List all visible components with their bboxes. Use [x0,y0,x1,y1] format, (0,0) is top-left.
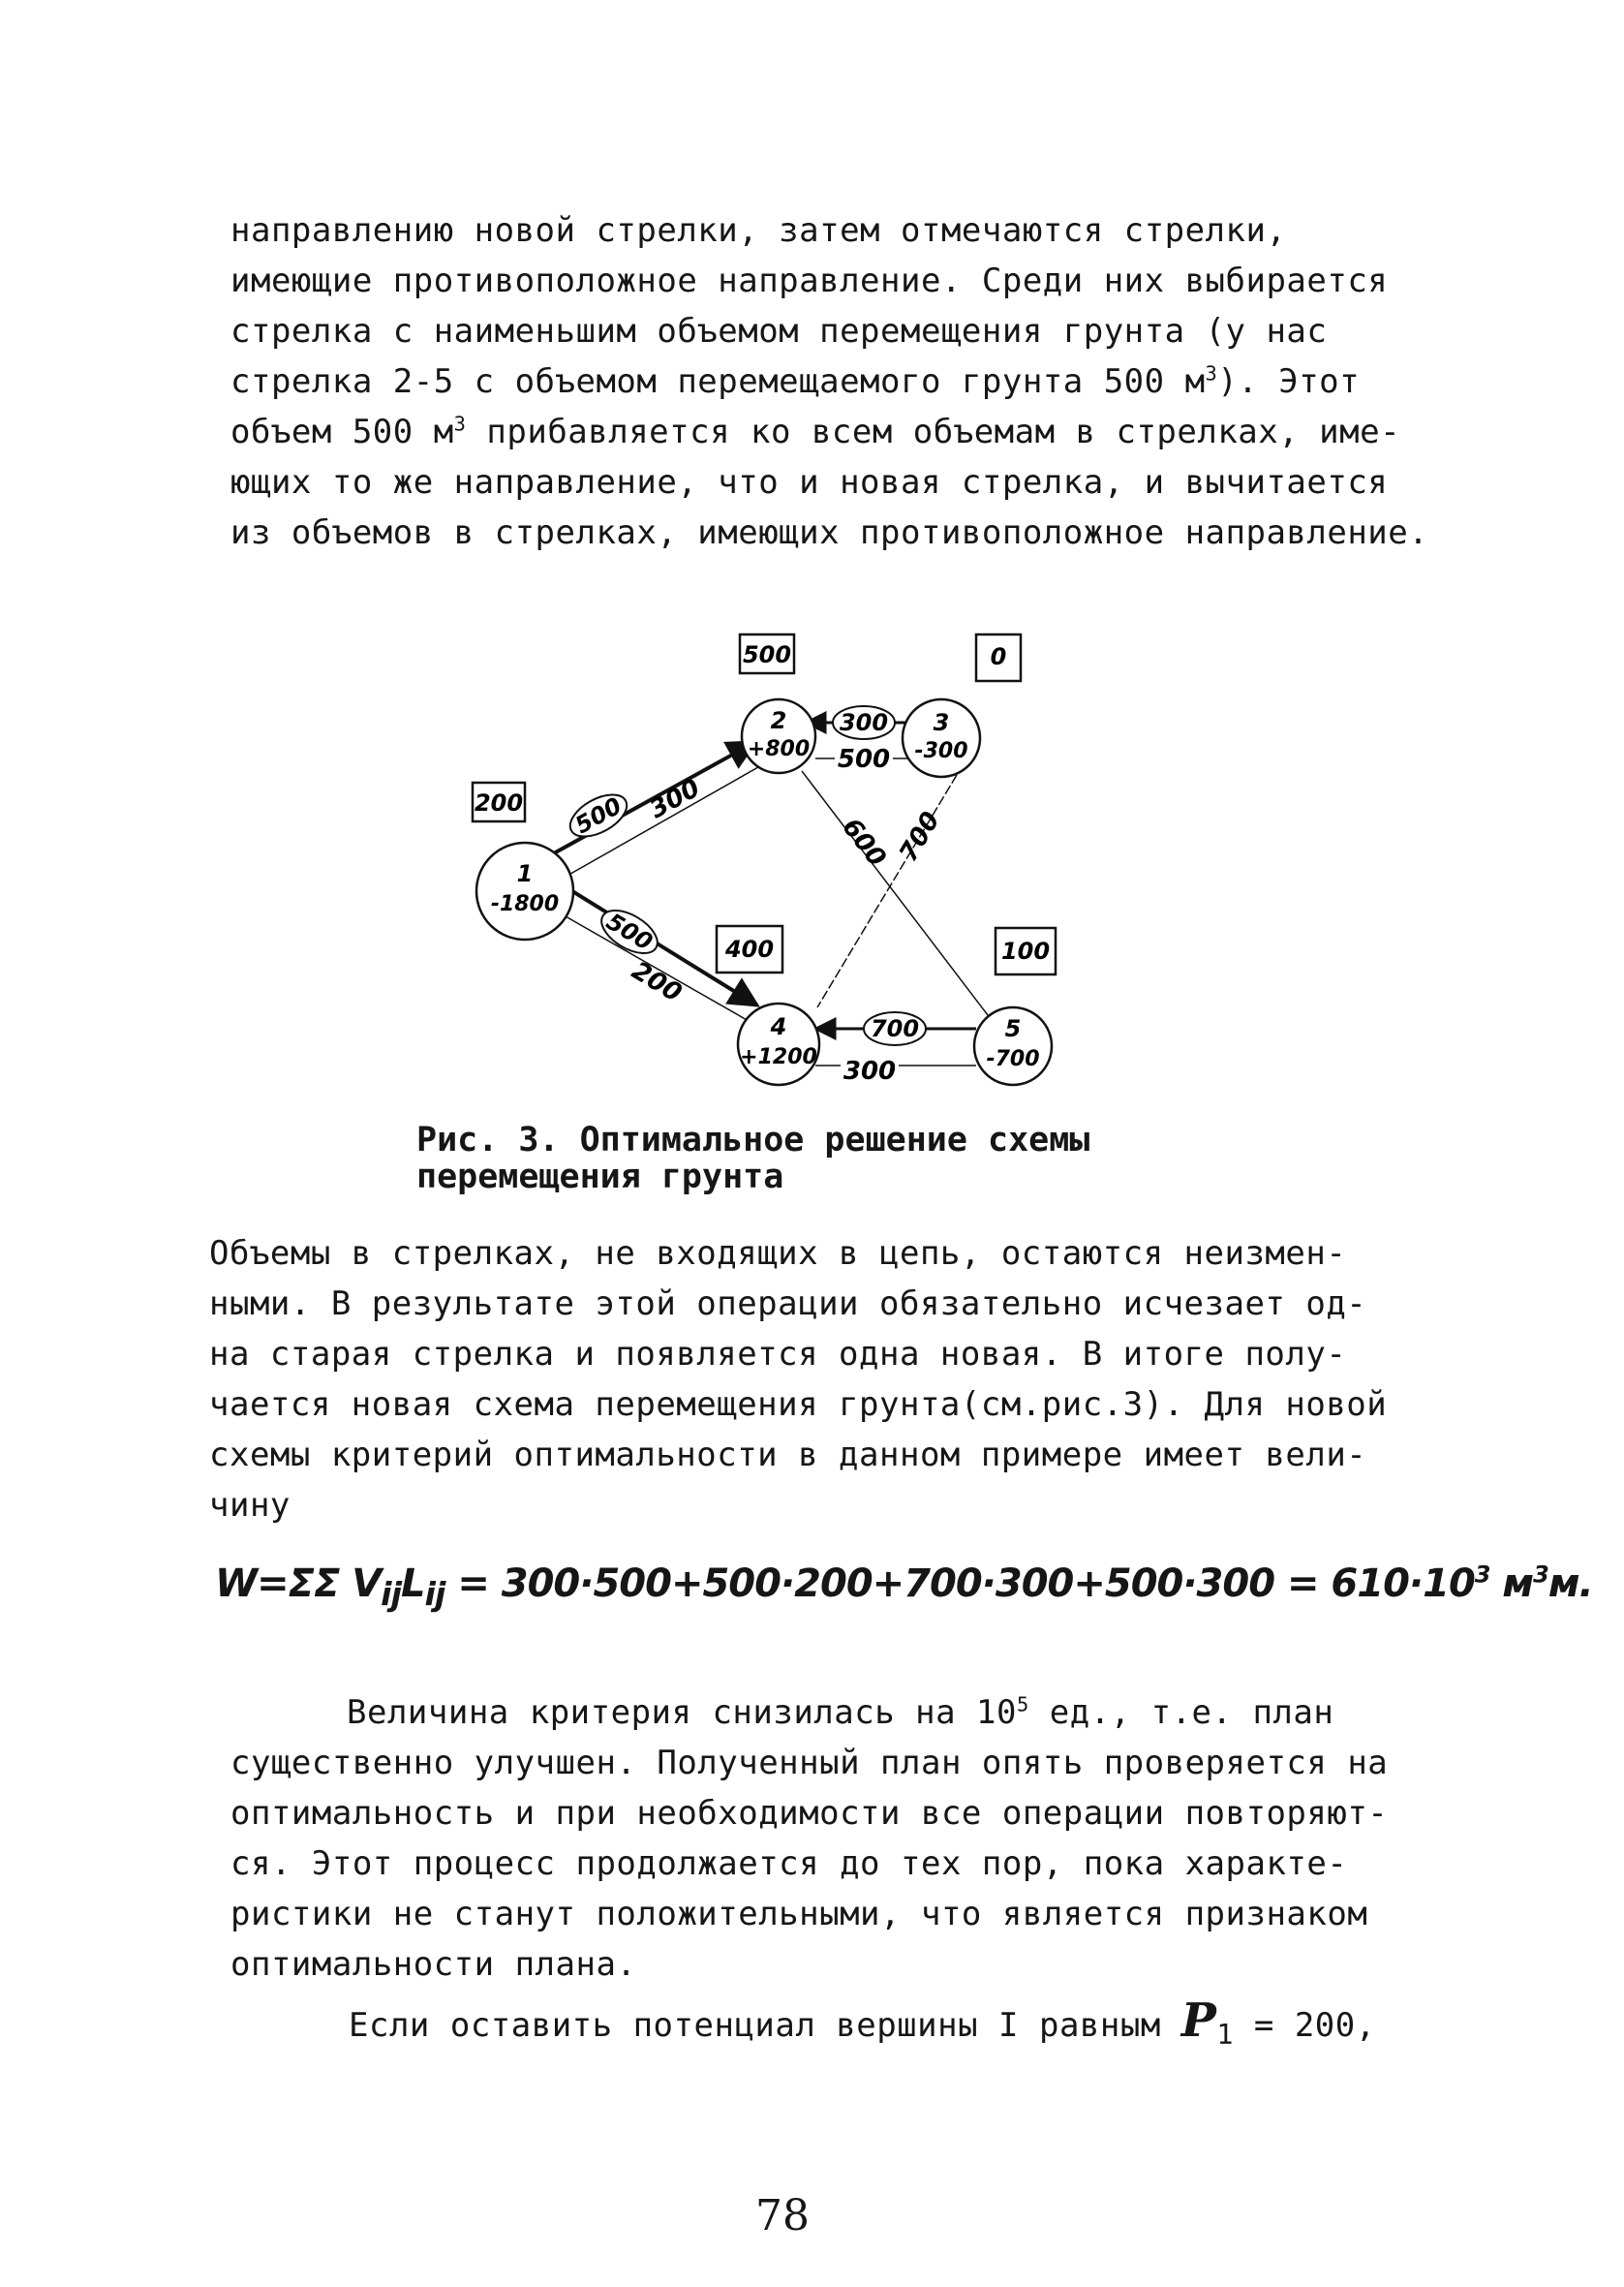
potential-value-node-1: 200 [474,789,524,817]
text-line: имеющие противоположное направление. Среди них выбирается [230,262,1389,300]
potential-value-node-2: 500 [742,641,792,668]
text-line: ющих то же направление, что и новая стрелка, и вычитается [230,463,1389,502]
node-2-value: +800 [747,737,811,761]
text-line: из объемов в стрелках, имеющих противоположное направление. [230,513,1429,552]
node-5-id: 5 [1004,1015,1022,1042]
flow-label-1-2: 500 [570,791,627,840]
caption-line: перемещения грунта [416,1158,784,1196]
edge-2-5 [802,771,988,1015]
node-3-id: 3 [933,709,950,736]
text-line: Величина критерия снизилась на $10^5$ ед., т.е. план [347,1692,1334,1732]
text-line: Объемы в стрелках, не входящих в цепь, остаются неизмен- [209,1234,1347,1273]
figure-caption [416,1122,1089,1195]
node-1 [476,843,573,940]
potential-value-node-4: 400 [724,936,775,963]
node-1-value: -1800 [490,892,560,916]
text-line: ристики не станут положительными, что является признаком [230,1895,1368,1933]
potential-value-node-3: 0 [990,643,1007,670]
potential-value-node-5: 100 [1000,938,1051,965]
text-line: чается новая схема перемещения грунта(см.рис.3). Для новой [209,1385,1388,1424]
text-line: оптимальности плана. [230,1945,637,1984]
node-4-id: 4 [770,1013,787,1040]
edge-3-4 [817,775,957,1007]
distance-label-1-2: 300 [644,773,706,825]
flow-label-5-4: 700 [870,1015,920,1042]
text-line: стрелка 2-5 с объемом перемещаемого грунта 500 $м^3$). Этот [230,361,1361,401]
paragraph-2 [209,1228,1420,1530]
text-line: чину [209,1486,291,1525]
node-1-id: 1 [516,860,534,887]
text-line: на старая стрелка и появляется одна новая. В итоге полу- [209,1335,1347,1374]
text-line: направлению новой стрелки, затем отмечаются стрелки, [230,211,1287,250]
paragraph-3 [230,1687,1412,1990]
transport-network-diagram [445,601,1123,1104]
text-line: стрелка с наименьшим объемом перемещения грунта (у нас [230,312,1328,351]
flow-label-1-4: 500 [601,908,658,956]
text-line: объем 500 $м^3$ прибавляется ко всем объемам в стрелках, име- [230,412,1401,451]
distance-label-5-4: 300 [843,1057,897,1086]
paragraph-4 [349,1995,1530,2060]
text-line: схемы критерий оптимальности в данном примере имеет вели- [209,1436,1367,1474]
flow-label-3-2: 300 [839,709,889,736]
node-5-value: -700 [986,1047,1040,1071]
text-line: ся. Этот процесс продолжается до тех пор, пока характе- [230,1844,1348,1883]
distance-label-3-4: 700 [894,807,946,867]
caption-line: Рис. 3. Оптимальное решение схемы [416,1121,1090,1159]
distance-label-2-5: 600 [836,813,892,873]
text-line: существенно улучшен. Полученный план опять проверяется на [230,1744,1389,1782]
node-3-value: -300 [914,739,968,763]
node-4-value: +1200 [740,1045,817,1069]
paragraph-1 [230,205,1429,558]
distance-label-1-4: 200 [627,956,687,1008]
node-2-id: 2 [770,707,787,734]
criterion-formula: W=ΣΣ $V_{ij}L_{ij} = 300\cdot 500+500\cdot 200+700\cdot 300+500\cdot 300 = 610\cdot 10^3$ $м^3м$. [215,1561,1593,1613]
text-line: оптимальность и при необходимости все операции повторяют- [230,1794,1389,1833]
text-line: ными. В результате этой операции обязательно исчезает од- [209,1284,1367,1323]
page-number: 78 [755,2191,810,2241]
text-line: Если оставить потенциал вершины I равным $P_1 = 200$, [349,1993,1376,2051]
distance-label-3-2: 500 [837,745,891,774]
